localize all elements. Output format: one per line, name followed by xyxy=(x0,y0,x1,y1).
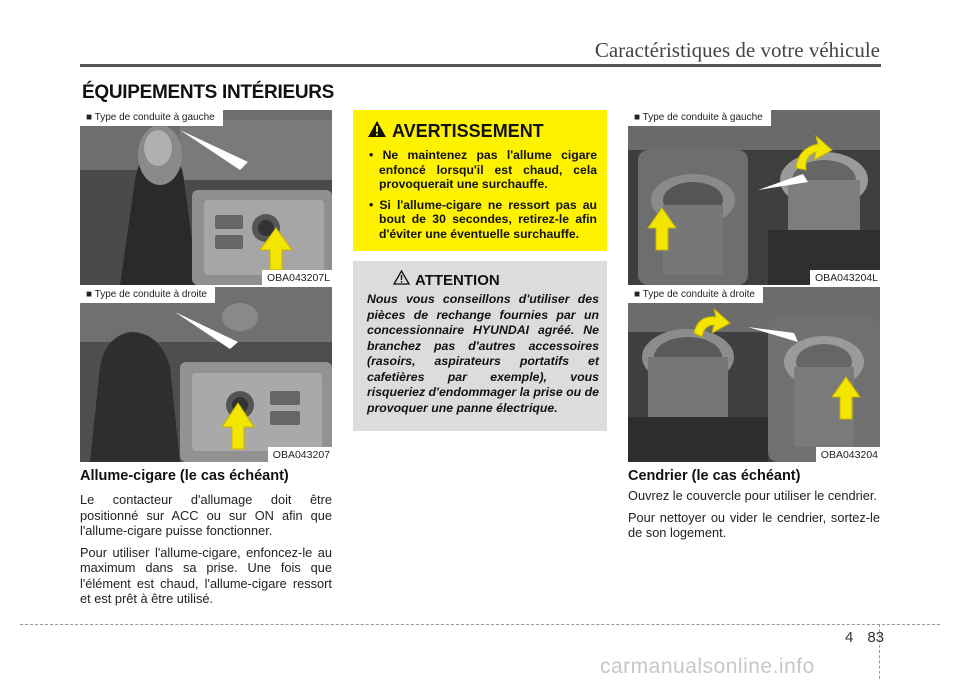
cigar-lighter-title: Allume-cigare (le cas échéant) xyxy=(80,468,289,484)
page-number-value: 83 xyxy=(867,629,885,646)
ashtray-photo-lhd xyxy=(628,110,880,285)
image-code: OBA043207L xyxy=(262,270,332,285)
ashtray-photo-rhd xyxy=(628,287,880,462)
warning-box xyxy=(353,110,607,251)
attention-title: ATTENTION xyxy=(415,271,500,289)
ashtray-section xyxy=(628,468,880,541)
section-title: ÉQUIPEMENTS INTÉRIEURS xyxy=(82,82,335,103)
ashtray-title: Cendrier (le cas échéant) xyxy=(628,468,801,484)
cigar-lighter-photo-lhd xyxy=(80,110,332,285)
caution-triangle-icon xyxy=(393,270,410,290)
cigar-lighter-section xyxy=(80,468,332,607)
image-code: OBA043204L xyxy=(810,270,880,285)
cigar-lighter-paragraph: Pour utiliser l'allume-cigare, enfoncez-le au maximum dans sa prise. Une fois que l'élément est chaud, l'allume-cigare ressort et est prêt à être utilisé. xyxy=(80,544,332,606)
header-rule xyxy=(80,64,881,67)
warning-triangle-icon xyxy=(367,120,387,143)
attention-box xyxy=(353,261,607,431)
drive-type-tag: ■ Type de conduite à droite xyxy=(80,287,215,303)
chapter-title: Caractéristiques de votre véhicule xyxy=(594,38,880,62)
drive-type-tag: ■ Type de conduite à gauche xyxy=(80,110,223,126)
warning-item: • Ne maintenez pas l'allume cigare enfoncé lorsqu'il est chaud, cela provoquerait une surchauffe. xyxy=(369,148,597,191)
ashtray-paragraph: Pour nettoyer ou vider le cendrier, sortez-le de son logement. xyxy=(628,509,880,540)
drive-type-tag: ■ Type de conduite à droite xyxy=(628,287,763,303)
page-number xyxy=(845,629,884,646)
cigar-lighter-photo-rhd xyxy=(80,287,332,462)
watermark: carmanualsonline.info xyxy=(600,655,815,678)
footer-rule xyxy=(20,624,940,625)
attention-text: Nous vous conseillons d'utiliser des pièces de rechange fournies par un concessionnaire HYUNDAI agréé. Ne branchez pas d'autres accessoires (rasoirs, aspirateurs portatifs et cafetières par exemple), vous risqueriez d'endommager la prise ou de provoquer une panne électrique. xyxy=(367,292,599,415)
cigar-lighter-paragraph: Le contacteur d'allumage doit être positionné sur ACC ou sur ON afin que l'allume-cigare puisse fonctionner. xyxy=(80,492,332,538)
image-code: OBA043204 xyxy=(816,447,880,462)
warning-item: • Si l'allume-cigare ne ressort pas au bout de 30 secondes, retirez-le afin d'éviter une éventuelle surchauffe. xyxy=(369,197,597,241)
ashtray-paragraph: Ouvrez le couvercle pour utiliser le cendrier. xyxy=(628,488,877,503)
drive-type-tag: ■ Type de conduite à gauche xyxy=(628,110,771,126)
image-code: OBA043207 xyxy=(268,447,332,462)
chapter-number: 4 xyxy=(845,629,854,646)
warning-title: AVERTISSEMENT xyxy=(392,121,544,141)
